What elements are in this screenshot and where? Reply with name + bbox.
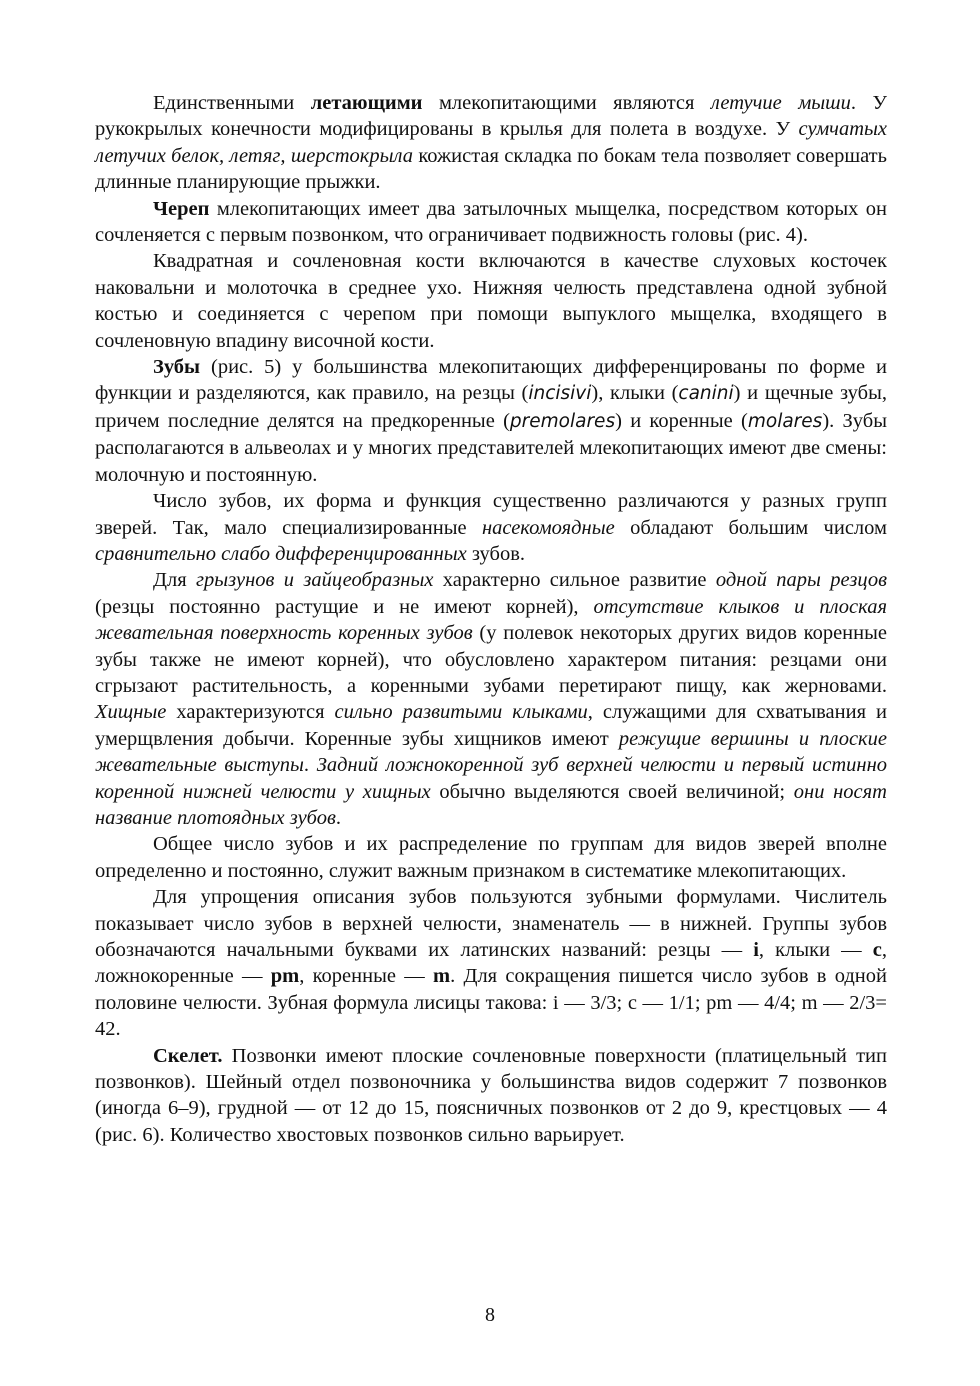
text-run: (у полевок некоторых других видов коренные зубы также не имеют корней), что обусловлено характером питания: резцами они сгрызают растительность, а коренными зубами перетирают пищу, как жерновами. (95, 622, 887, 697)
text-run: Общее число зубов и их распределение по группам для видов зверей вполне определенно и постоянно, служит важным признаком в систематике млекопитающих. (95, 833, 887, 882)
text-run: Позвонки имеют плоские сочленовные поверхности (платицельный тип позвонков). Шейный отдел позвоночника у большинства видов содержит 7 позвонков (иногда 6–9), грудной — от 12 до 15, поясничных позвонков от 2 до 9, крестцовых — 4 (рис. 6). Количество хвостовых позвонков сильно варьирует. (95, 1044, 887, 1146)
text-run: . У рукокрылых конечности модифицированы в крылья для полета в воздухе. У (95, 92, 888, 141)
text-run: млекопитающих имеет два затылочных мыщелка, посредством которых он сочленяется с первым позвонком, что ограничивает подвижность головы (рис. 4). (95, 197, 887, 247)
page-body (95, 90, 887, 1148)
paragraph-dental-formula (95, 884, 887, 1042)
page-number: 8 (485, 1304, 495, 1326)
italic-term: molares (747, 410, 823, 432)
italic-term: они носят название плотоядных зубов (95, 780, 887, 829)
paragraph-teeth (95, 354, 887, 488)
italic-term: Хищные (95, 701, 167, 724)
paragraph-total-teeth (95, 831, 887, 884)
italic-term: сильно развитыми клыками (334, 701, 588, 724)
text-run: Для (153, 569, 197, 592)
bold-term: m (432, 965, 451, 988)
italic-term: incisivi (528, 383, 592, 405)
text-run: ), клыки ( (591, 382, 679, 405)
text-run: зубов. (466, 542, 526, 565)
text-run: , ложнокоренные — (95, 939, 887, 988)
bold-term: Череп (153, 197, 210, 220)
text-run: обладают большим числом (614, 516, 887, 539)
bold-term: летающими (310, 92, 423, 114)
text-run: Единственными (153, 92, 311, 114)
text-run: (резцы постоянно растущие и не имеют корней), (95, 595, 594, 618)
italic-term: одной пары резцов (715, 569, 887, 592)
italic-term: сумчатых летучих белок, летяг, шерстокрыла (95, 118, 887, 167)
text-run: ) и коренные ( (615, 409, 748, 432)
text-run: . Для сокращения пишется число зубов в одной половине челюсти. Зубная формула лисицы такова: i — 3/3; c — 1/1; pm — 4/4; m — 2/3= 42. (95, 965, 888, 1041)
text-run: . (335, 806, 341, 829)
paragraph-skeleton (95, 1043, 887, 1149)
bold-term: Скелет. (153, 1044, 223, 1067)
bold-term: i (753, 939, 759, 961)
italic-term: летучие мыши (710, 92, 851, 114)
paragraph-tooth-number (95, 488, 887, 567)
italic-term: грызунов и зайцеобразных (196, 569, 434, 592)
italic-term: отсутствие клыков и плоская жевательная поверхность коренных зубов (95, 595, 887, 645)
italic-term: режущие вершины и плоские жевательные выступы (95, 727, 887, 777)
text-run: Для упрощения описания зубов пользуются зубными формулами. Числитель показывает число зубов в верхней челюсти, знаменатель — в нижней. Группы зубов обозначаются начальными буквами их латинских названий: резцы — (95, 886, 887, 961)
italic-term: насекомоядные (481, 516, 615, 539)
text-run: характеризуются (166, 701, 335, 724)
text-run: обычно выделяются своей величиной; (430, 780, 794, 803)
italic-term: canini (678, 383, 734, 405)
text-run: . (303, 754, 317, 777)
text-run: ). Зубы располагаются в альвеолах и у многих представителей млекопитающих имеют две смены: молочную и постоянную. (95, 409, 887, 486)
text-run: ) и щечные зубы, причем последние делятся на предкоренные ( (95, 382, 887, 432)
italic-term: Задний ложнокоренной зуб верхней челюсти и первый истинно коренной нижней челюсти у хищных (95, 754, 888, 803)
paragraph-ear (95, 248, 887, 354)
text-run: кожистая складка по бокам тела позволяет совершать длинные планирующие прыжки. (95, 144, 887, 194)
text-run: Число зубов, их форма и функция существенно различаются у разных групп зверей. Так, мало специализированные (95, 490, 887, 539)
paragraph-skull (95, 196, 887, 249)
paragraph-rodents-carnivores (95, 567, 887, 831)
bold-term: c (872, 939, 882, 961)
text-run: млекопитающими являются (422, 92, 711, 114)
italic-term: premolares (509, 410, 616, 432)
text-run: (рис. 5) у большинства млекопитающих дифференцированы по форме и функции и разделяются, как правило, на резцы ( (95, 356, 887, 405)
paragraph-flying (95, 90, 887, 196)
italic-term: сравнительно слабо дифференцированных (95, 542, 467, 565)
text-run: , служащими для схватывания и умерщвления добычи. Коренные зубы хищников имеют (95, 701, 887, 750)
text-run: , коренные — (299, 965, 433, 988)
text-run: , клыки — (758, 939, 873, 961)
bold-term: Зубы (153, 356, 201, 379)
bold-term: pm (270, 965, 300, 988)
text-run: Квадратная и сочленовная кости включаются в качестве слуховых косточек наковальни и молоточка в среднее ухо. Нижняя челюсть представлена одной зубной костью и соединяется с черепом при помощи выпуклого мыщелка, входящего в сочленовную впадину височной кости. (95, 250, 887, 352)
text-run: характерно сильное развитие (433, 569, 716, 592)
